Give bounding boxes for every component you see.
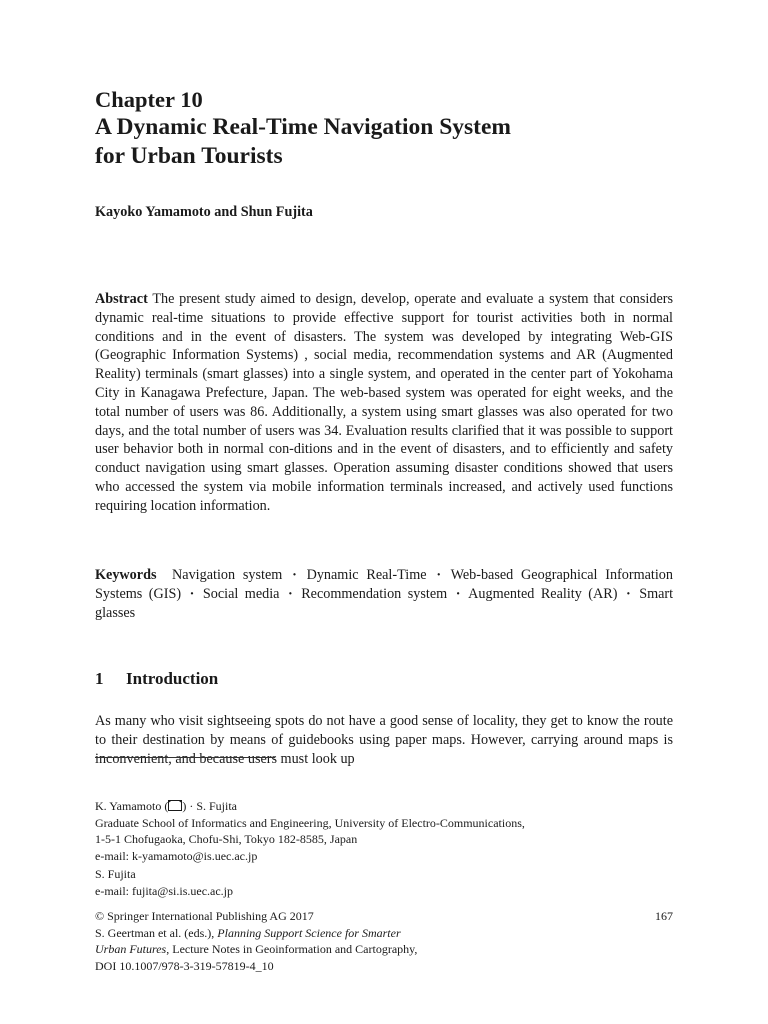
keyword-item: Web-based Geographical Information Systems (GIS) bbox=[95, 567, 673, 602]
page-number: 167 bbox=[655, 909, 673, 923]
email-2: e-mail: fujita@si.is.uec.ac.jp bbox=[95, 883, 234, 898]
imprint bbox=[95, 908, 673, 974]
author-line-suffix: ) · S. Fujita bbox=[182, 799, 238, 813]
second-author: S. Fujita bbox=[95, 867, 136, 881]
section-heading bbox=[95, 668, 218, 690]
address: 1-5-1 Chofugaoka, Chofu-Shi, Tokyo 182-8585, Japan bbox=[95, 832, 358, 846]
author-line-prefix: K. Yamamoto ( bbox=[95, 799, 169, 813]
doi: DOI 10.1007/978-3-319-57819-4_10 bbox=[95, 958, 274, 973]
keyword-item: Augmented Reality (AR) bbox=[468, 585, 618, 602]
keyword-item: Smart glasses bbox=[95, 585, 674, 621]
keyword-separator: · bbox=[189, 585, 195, 602]
abstract-label: Abstract bbox=[95, 291, 148, 307]
chapter-label: Chapter 10 bbox=[95, 87, 203, 112]
author-footnote bbox=[95, 798, 673, 864]
authors: Kayoko Yamamoto and Shun Fujita bbox=[95, 204, 313, 220]
keywords bbox=[95, 566, 673, 622]
book-title-part-1: Planning Support Science for Smarter bbox=[217, 925, 401, 940]
keyword-item: Dynamic Real-Time bbox=[306, 567, 427, 583]
chapter-title-line-2: for Urban Tourists bbox=[95, 143, 283, 169]
keyword-item: Recommendation system bbox=[301, 585, 448, 602]
abstract bbox=[95, 290, 673, 516]
section-number: 1 bbox=[95, 669, 104, 688]
book-reference-line-2 bbox=[95, 941, 673, 958]
keywords-label: Keywords bbox=[95, 567, 157, 583]
envelope-icon bbox=[168, 800, 182, 811]
keyword-separator: · bbox=[292, 567, 297, 583]
intro-paragraph: As many who visit sightseeing spots do not have a good sense of locality, they get to know the route to their destination by means of guidebooks using paper maps. However, carrying around maps is inconvenient, and because users must look up bbox=[95, 713, 673, 767]
chapter-title bbox=[95, 113, 673, 171]
abstract-text: The present study aimed to design, develop, operate and evaluate a system that considers dynamic real-time situations to provide effective support for tourist activities both in normal conditions and in the event of disasters. The system was developed by integrating Web-GIS (Geographic Information Systems) , social media, recommendation systems and AR (Augmented Reality) terminals (smart glasses) into a single system, and operated in the center part of Yokohama City in Kanagawa Prefecture, Japan. The web-based system was operated for eight weeks, and the total number of users was 86. Additionally, a system using smart glasses was also operated for two days, and the total number of users was 34. Evaluation results clarified that it was possible to support user behavior both in normal con-ditions and in the event of disasters, and to efficiently and safety conduct navigation using smart glasses. Operation assuming disaster conditions showed that users who accessed the system via mobile information terminals increased, and actively used functions requiring location information. bbox=[95, 291, 673, 514]
keyword-item: Social media bbox=[202, 585, 280, 602]
section-title: Introduction bbox=[126, 669, 219, 688]
keyword-separator: · bbox=[287, 585, 293, 602]
book-reference-line-1 bbox=[95, 925, 673, 942]
chapter-title-line-1: A Dynamic Real-Time Navigation System bbox=[95, 114, 512, 140]
editors: S. Geertman et al. (eds.), bbox=[95, 925, 218, 940]
keyword-separator: · bbox=[455, 585, 461, 602]
footnote-rule bbox=[95, 757, 275, 758]
corresponding-author-line bbox=[95, 798, 673, 815]
second-author-footnote bbox=[95, 866, 673, 899]
copyright: © Springer International Publishing AG 2017 bbox=[95, 909, 314, 923]
keyword-separator: · bbox=[625, 585, 631, 602]
affiliation: Graduate School of Informatics and Engineering, University of Electro-Communications, bbox=[95, 815, 525, 830]
keyword-separator: · bbox=[436, 567, 442, 583]
series: , Lecture Notes in Geoinformation and Cartography, bbox=[166, 942, 418, 956]
email-1: e-mail: k-yamamoto@is.uec.ac.jp bbox=[95, 848, 258, 863]
book-title-part-2: Urban Futures bbox=[95, 942, 167, 956]
keyword-item: Navigation system bbox=[172, 567, 283, 583]
page bbox=[95, 86, 674, 973]
